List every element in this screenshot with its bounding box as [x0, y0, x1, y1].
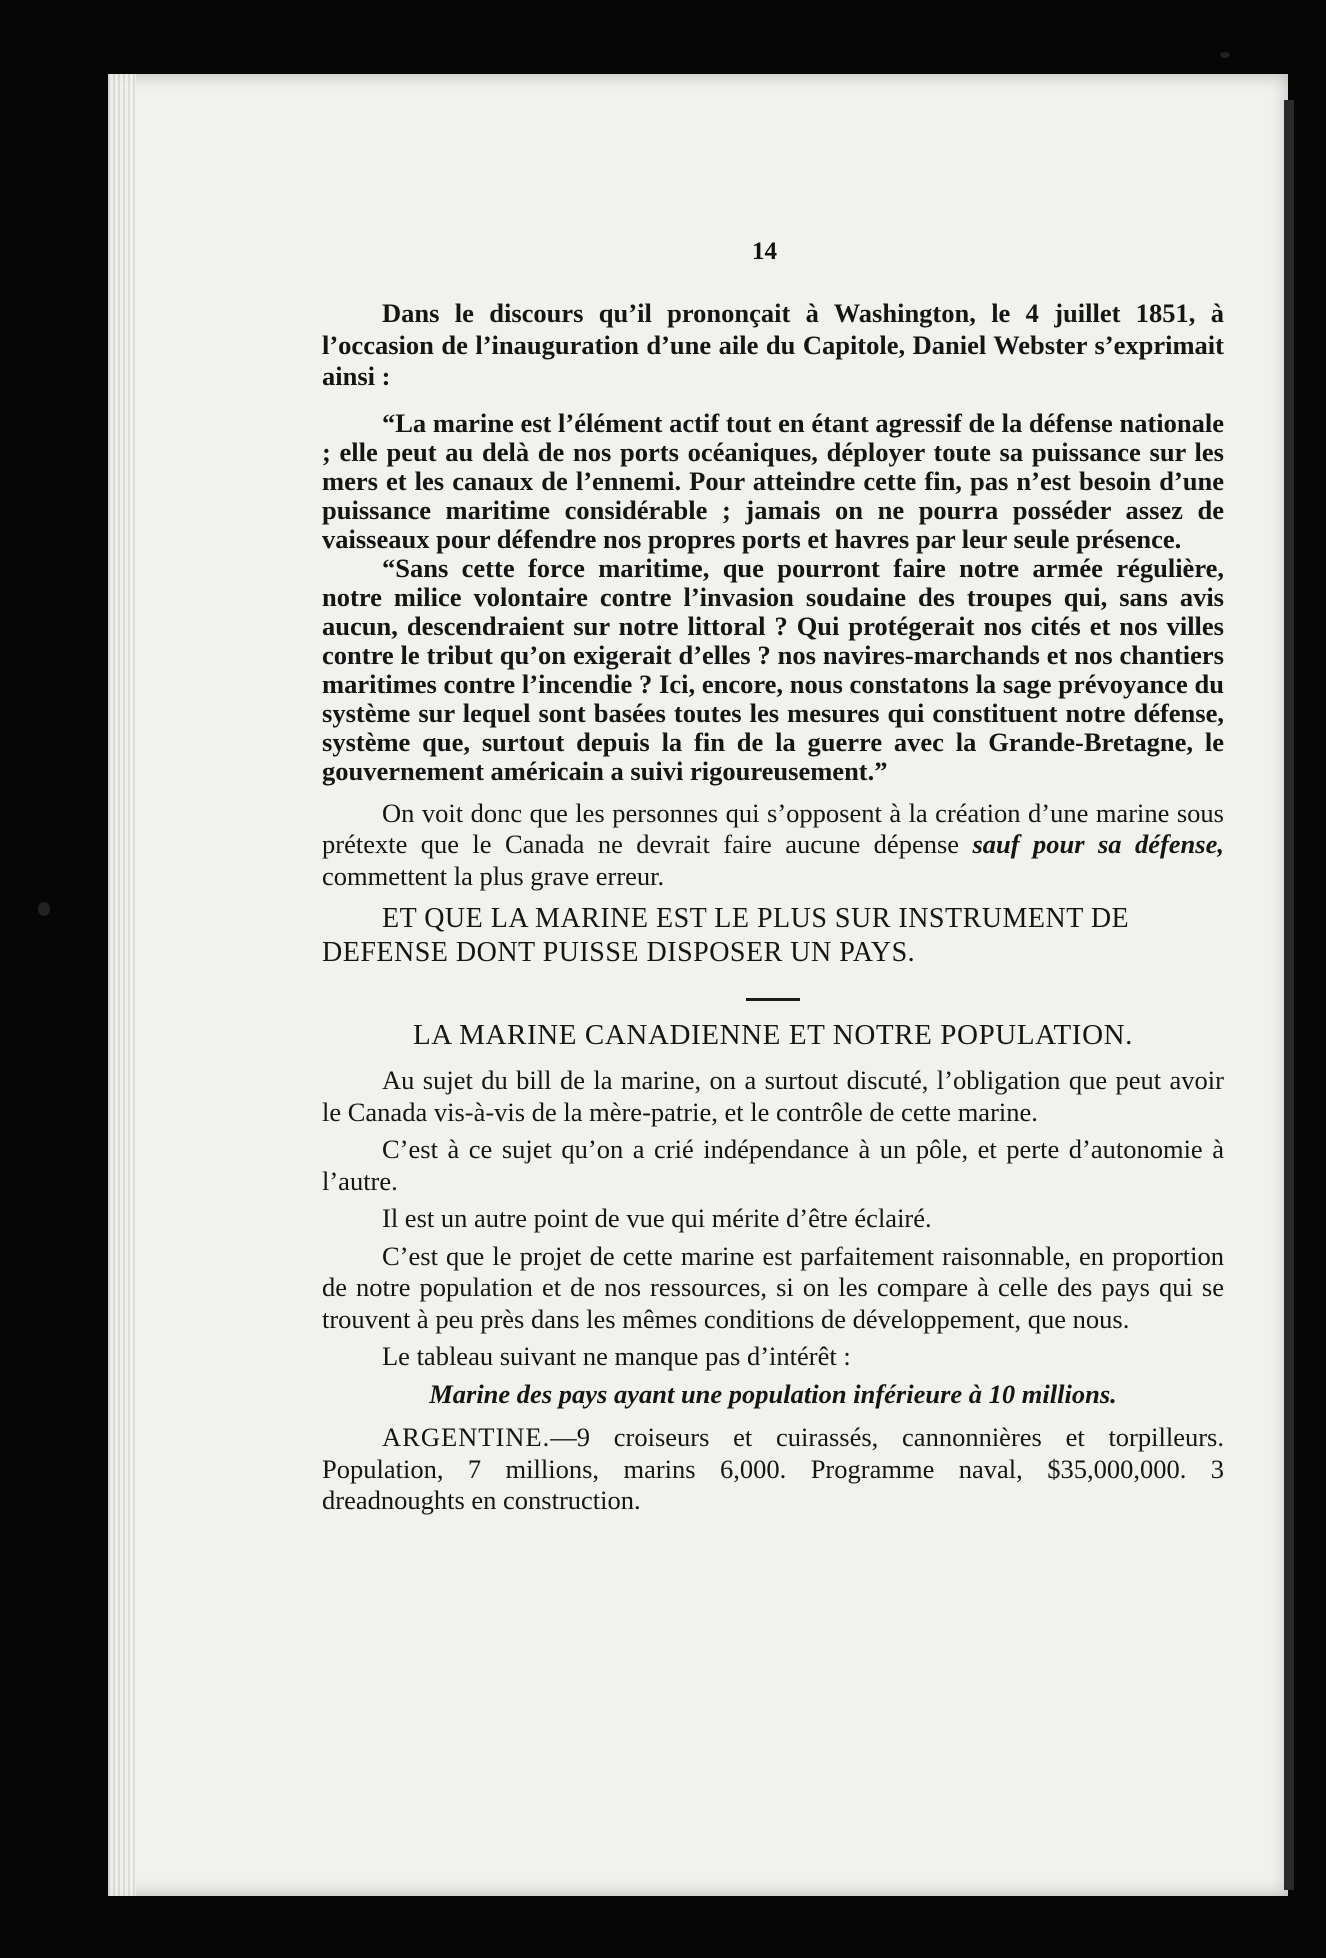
page-number: 14 [752, 238, 777, 265]
body-paragraph-4: C’est que le projet de cette marine est parfaitement raisonnable, en proportion de notre population et de nos ressources, si on les compare à celle des pays qui se trouvent à peu près dans les mêmes conditions de développement, que nous. [322, 1240, 1224, 1334]
intro-paragraph: Dans le discours qu’il prononçait à Washington, le 4 juillet 1851, à l’occasion de l’inauguration d’une aile du Capitole, Daniel Webster s’exprimait ainsi : [322, 298, 1224, 391]
conclusion-paragraph [322, 798, 1224, 893]
conclusion-emphasis: sauf pour sa défense, [972, 829, 1224, 859]
quote-paragraph-2: “Sans cette force maritime, que pourront faire notre armée régulière, notre milice volontaire contre l’invasion soudaine des troupes qui, sans avis aucun, descendraient sur notre littoral ? Qui protégerait nos cités et nos villes contre le tribut qu’on exigerait d’elles ? nos navires-marchands et nos chantiers maritimes contre l’incendie ? Ici, encore, nous constatons la sage prévoyance du système sur lequel sont basées toutes les mesures qui constituent notre défense, système que, surtout depuis la fin de la guerre avec la Grande-Bretagne, le gouvernement américain a suivi rigoureusement.” [322, 552, 1224, 786]
quote-paragraph-1: “La marine est l’élément actif tout en étant agressif de la défense nationale ; elle peut au delà de nos ports océaniques, déployer toute sa puissance sur les mers et les canaux de l’ennemi. Pour atteindre cette fin, pas n’est besoin d’une puissance maritime considérable ; jamais on ne pourra posséder assez de vaisseaux pour défendre nos propres ports et havres par leur seule présence. [322, 407, 1224, 554]
country-description: —9 croiseurs et cuirassés, cannonnières et torpilleurs. Population, 7 millions, marins 6,000. Programme naval, $35,000,000. 3 dreadnoughts en construction. [322, 1422, 1224, 1515]
section-divider [746, 998, 800, 1001]
caps-statement: ET QUE LA MARINE EST LE PLUS SUR INSTRUMENT DE DEFENSE DONT PUISSE DISPOSER UN PAYS. [322, 903, 1130, 968]
page-edge-stack [108, 74, 136, 1896]
body-paragraph-5: Le tableau suivant ne manque pas d’intérêt : [382, 1341, 851, 1371]
body-paragraph-1: Au sujet du bill de la marine, on a surtout discuté, l’obligation que peut avoir le Canada vis-à-vis de la mère-patrie, et le contrôle de cette marine. [322, 1065, 1224, 1127]
body-paragraph-2: C’est à ce sujet qu’on a crié indépendance à un pôle, et perte d’autonomie à l’autre. [322, 1134, 1224, 1196]
table-title: Marine des pays ayant une population inférieure à 10 millions. [429, 1378, 1117, 1409]
scan-speck [1220, 52, 1230, 58]
page-text [322, 230, 1224, 1517]
body-paragraph-3: Il est un autre point de vue qui mérite d’être éclairé. [382, 1203, 932, 1233]
scan-speck [38, 902, 50, 916]
country-name: ARGENTINE. [382, 1422, 551, 1452]
country-entry [322, 1422, 1224, 1517]
binding-shadow [1284, 100, 1294, 1890]
conclusion-start: On voit donc que les personnes qui s’opposent à la création d’une marine sous prétexte que le Canada ne devrait faire aucune dépense [322, 797, 1224, 859]
conclusion-end: commettent la plus grave erreur. [322, 860, 665, 891]
section-title: LA MARINE CANADIENNE ET NOTRE POPULATION. [412, 1019, 1134, 1051]
